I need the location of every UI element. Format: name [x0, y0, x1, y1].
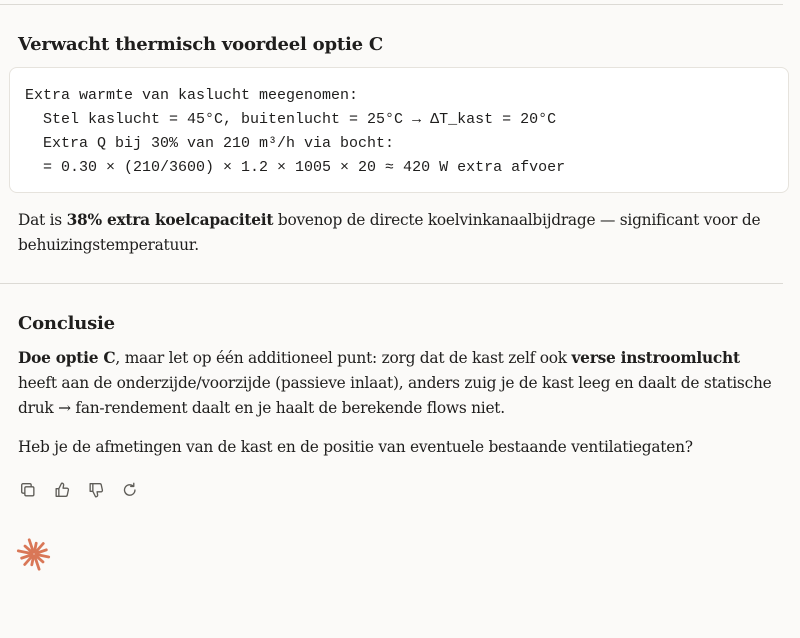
paragraph-text-pre: Dat is [18, 211, 67, 229]
code-block[interactable] [9, 67, 789, 193]
code-line-2: Stel kaslucht = 45°C, buitenlucht = 25°C → ΔT_kast = 20°C [25, 111, 557, 128]
code-line-1: Extra warmte van kaslucht meegenomen: [25, 87, 359, 104]
paragraph-cooling-capacity [18, 208, 778, 258]
thumbs-down-button[interactable] [84, 478, 108, 502]
message-actions [16, 478, 142, 502]
divider-middle [0, 283, 783, 284]
copy-button[interactable] [16, 478, 40, 502]
highlight-fresh-inflow: verse instroomlucht [571, 349, 740, 367]
thumbs-up-button[interactable] [50, 478, 74, 502]
highlight-option-c: Doe optie C [18, 349, 116, 367]
conclusion-text-post: heeft aan de onderzijde/voorzijde (passieve inlaat), anders zuig je de kast leeg en daalt de statische druk → fan-rendement daalt en je haalt de berekende flows niet. [18, 374, 772, 417]
retry-icon [121, 481, 139, 499]
paragraph-conclusion [18, 346, 778, 421]
thumbs-down-icon [87, 481, 105, 499]
paragraph-text-post: bovenop de directe koelvinkanaalbijdrage — significant voor de behuizingstemperatuur. [18, 211, 761, 254]
thumbs-up-icon [53, 481, 71, 499]
divider-top [0, 4, 783, 5]
heading-conclusion: Conclusie [18, 313, 115, 334]
paragraph-question: Heb je de afmetingen van de kast en de positie van eventuele bestaande ventilatiegaten? [18, 438, 693, 456]
copy-icon [19, 481, 37, 499]
code-line-4: = 0.30 × (210/3600) × 1.2 × 1005 × 20 ≈ 420 W extra afvoer [25, 159, 566, 176]
heading-thermal-advantage: Verwacht thermisch voordeel optie C [18, 34, 384, 55]
sparkle-logo-icon [16, 536, 52, 572]
code-line-3: Extra Q bij 30% van 210 m³/h via bocht: [25, 135, 395, 152]
highlight-cooling-capacity: 38% extra koelcapaciteit [66, 211, 274, 229]
retry-button[interactable] [118, 478, 142, 502]
conclusion-text-mid: , maar let op één additioneel punt: zorg dat de kast zelf ook [115, 349, 572, 367]
